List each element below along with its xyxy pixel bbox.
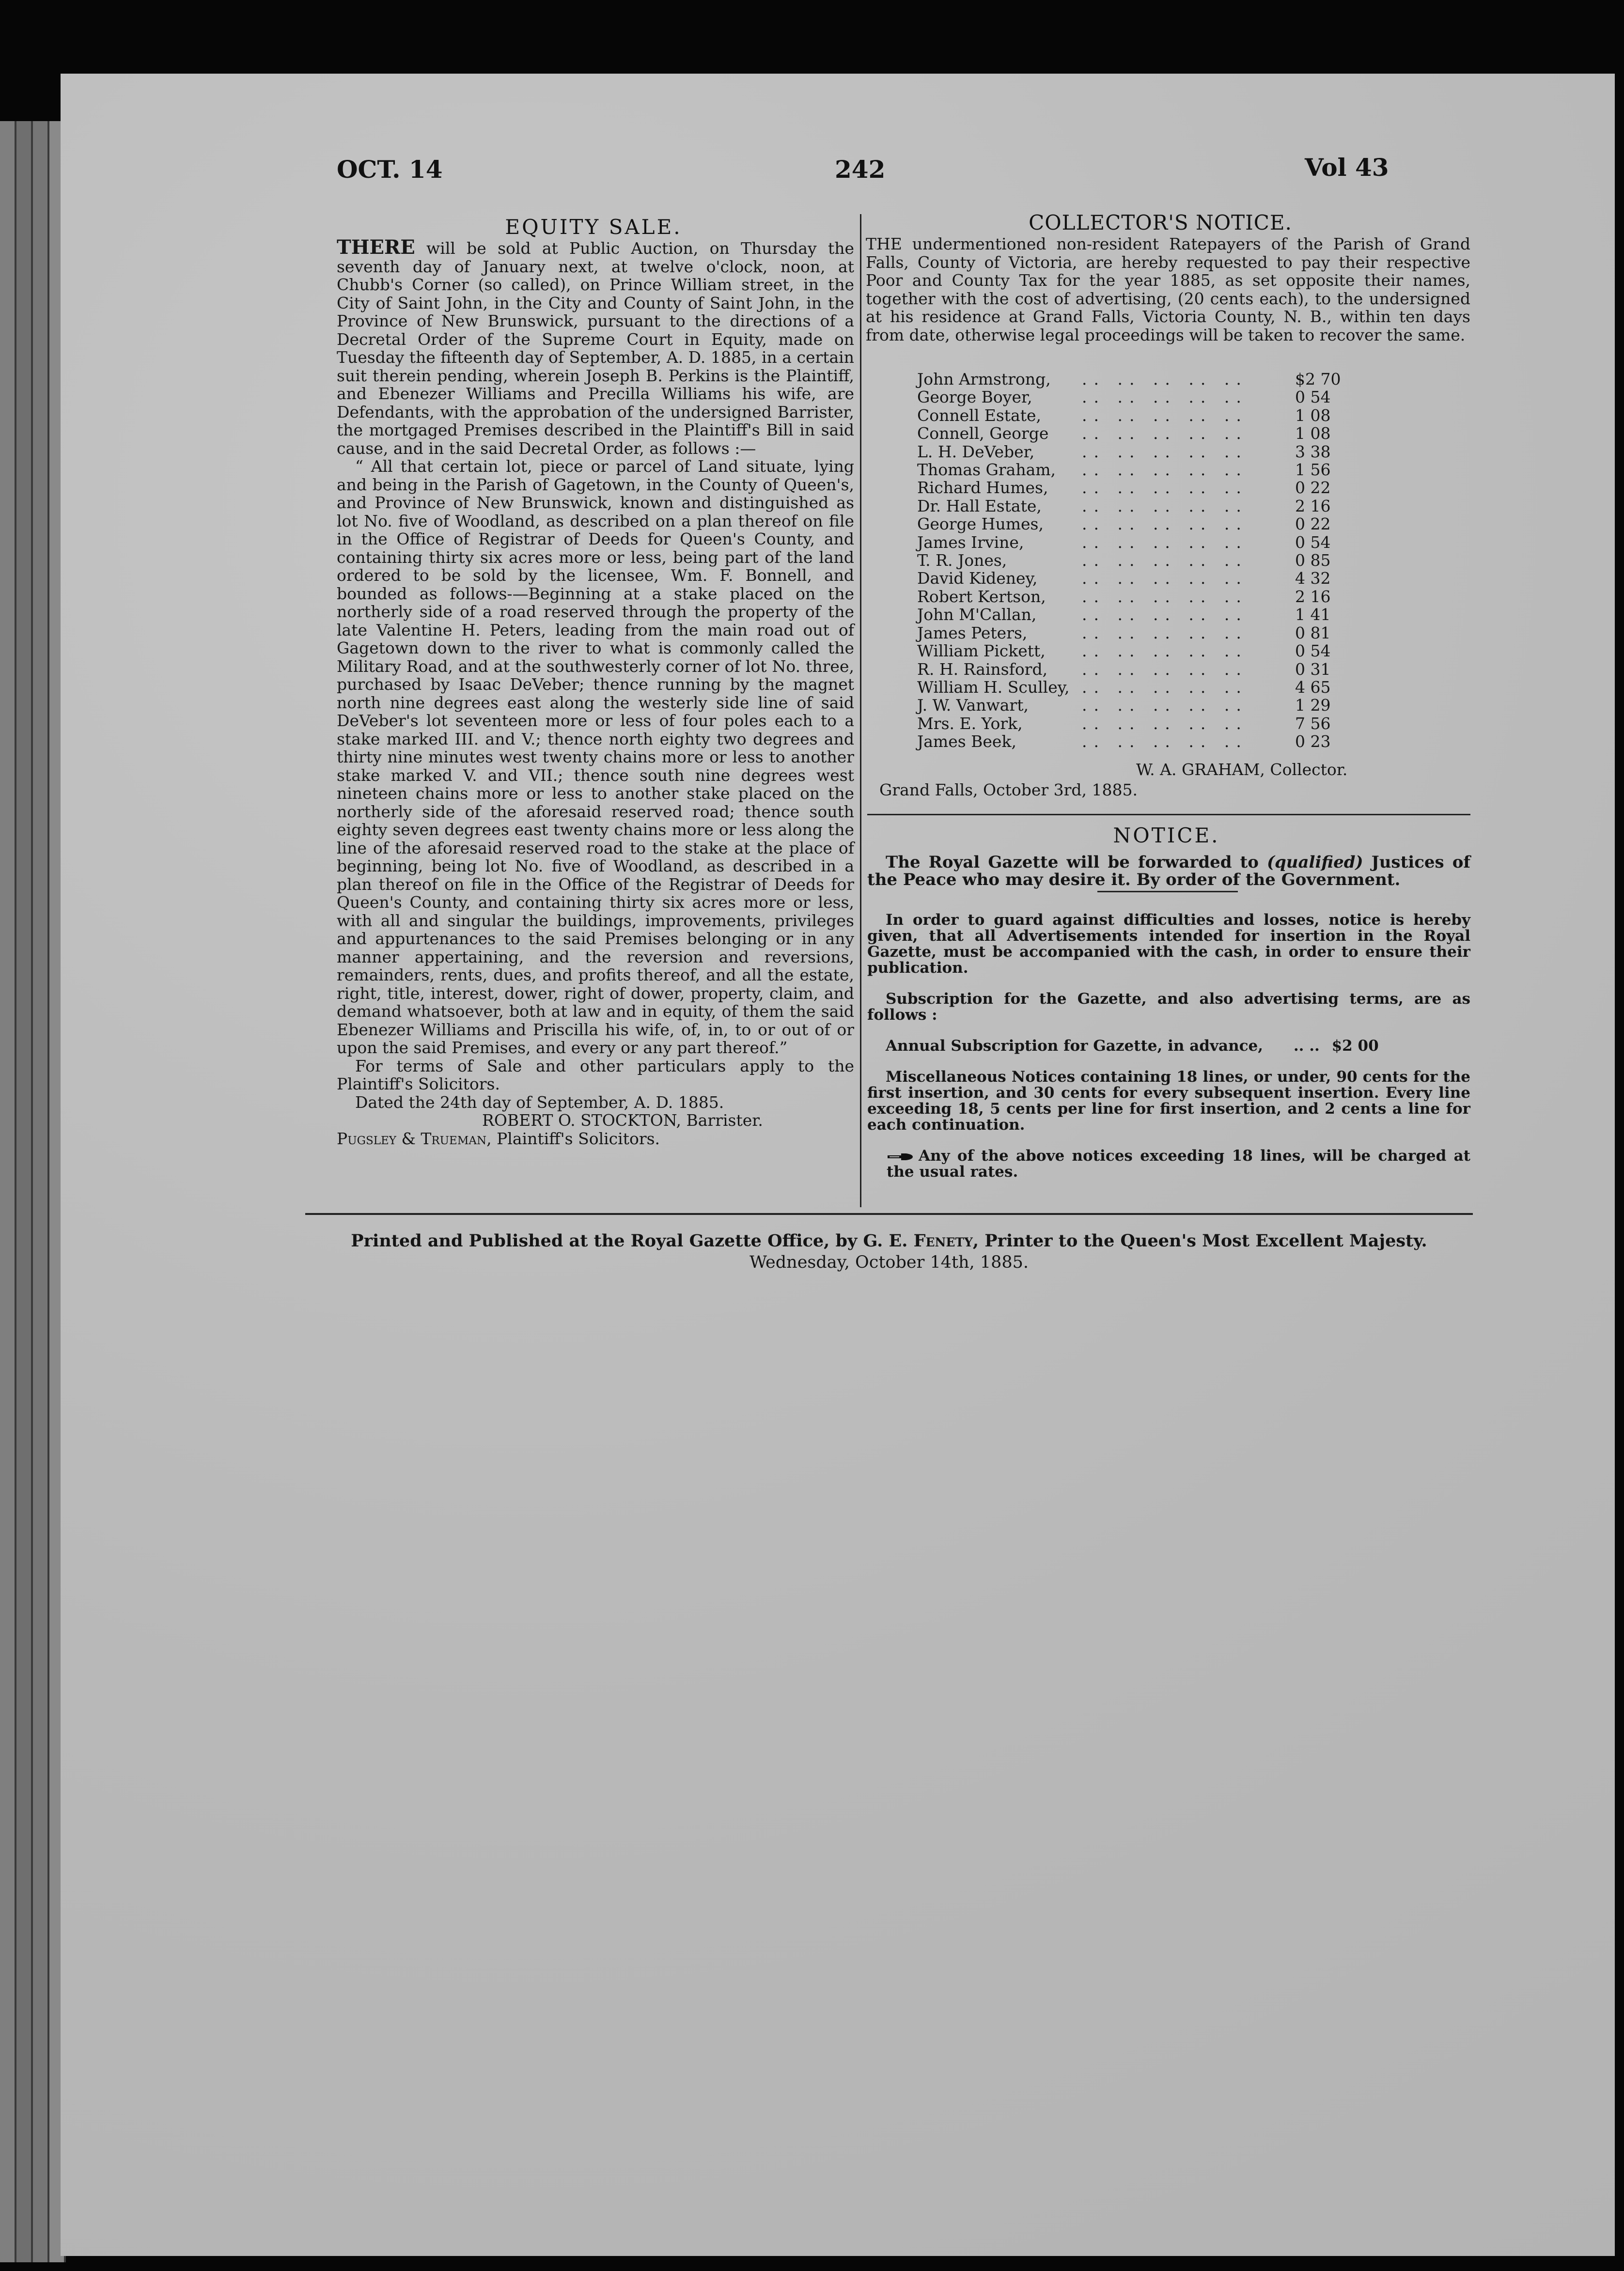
ratepayer-name: Dr. Hall Estate, (917, 496, 1042, 515)
ratepayer-amount: 1 56 (1295, 460, 1331, 480)
ratepayer-name: Mrs. E. York, (917, 714, 1023, 733)
equity-sale-title: EQUITY SALE. (505, 215, 682, 239)
ratepayer-amount: 3 38 (1295, 442, 1331, 461)
ratepayer-amount: 0 85 (1295, 551, 1331, 570)
leader-dots: .. .. .. .. .. (1082, 442, 1248, 461)
leader-dots: .. .. .. .. .. (1082, 569, 1248, 588)
notice-title: NOTICE. (1113, 824, 1220, 847)
footer-imprint (305, 1230, 1473, 1273)
leader-dots: .. .. .. .. .. (1082, 532, 1248, 552)
ratepayer-amount: 0 81 (1295, 623, 1331, 642)
notice-advert-terms (867, 897, 1470, 1195)
leader-dots: .. .. .. .. .. (1082, 659, 1248, 679)
ratepayer-row (917, 569, 1353, 587)
ratepayer-amount: 0 22 (1295, 514, 1331, 534)
leader-dots: .. .. .. .. .. (1082, 388, 1248, 407)
leader-dots: .. .. .. .. .. (1082, 714, 1248, 733)
ratepayer-row (917, 497, 1353, 515)
ratepayer-row (917, 732, 1353, 750)
footer-line2: Wednesday, October 14th, 1885. (749, 1253, 1029, 1272)
ratepayer-row (917, 642, 1353, 660)
ratepayer-name: Connell, George (917, 424, 1049, 443)
ratepayer-row (917, 515, 1353, 533)
leader-dots: .. .. .. .. .. (1082, 460, 1248, 480)
volume-number: Vol 43 (1305, 153, 1389, 182)
ratepayer-row (917, 479, 1353, 497)
ratepayer-name: William Pickett, (917, 641, 1046, 661)
ratepayer-name: James Peters, (917, 623, 1028, 642)
equity-sale-solicitors-firm: Pugsley & Trueman, (337, 1129, 492, 1148)
ratepayer-name: R. H. Rainsford, (917, 659, 1048, 679)
ratepayer-amount: 4 65 (1295, 677, 1331, 697)
ratepayer-row (917, 370, 1353, 388)
leader-dots: .. .. .. .. .. (1082, 478, 1248, 498)
leader-dots: .. .. .. .. .. (1082, 496, 1248, 515)
header-date: OCT. 14 (337, 155, 443, 184)
equity-sale-terms: For terms of Sale and other particulars apply to the Plaintiff's Solicitors. (337, 1056, 854, 1093)
gazette-page (61, 74, 1615, 2256)
ratepayer-amount: 1 41 (1295, 605, 1331, 624)
ratepayer-row (917, 424, 1353, 442)
ratepayer-amount: $2 70 (1295, 370, 1341, 389)
ratepayer-amount: 1 29 (1295, 696, 1331, 715)
equity-sale-para1: will be sold at Public Auction, on Thursday the seventh day of January next, at twelve o'clock, noon, at Chubb's Corner (so called), on Prince William street, in the City of Saint John, in the City and County of Saint John, in the Province of New Brunswick, pursuant to the directions of a Decretal Order of the Supreme Court in Equity, made on Tuesday the fifteenth day of September, A. D. 1885, in a certain suit therein pending, wherein Joseph B. Perkins is the Plaintiff, and Ebenezer Williams and Precilla Williams his wife, are Defendants, with the approbation of the undersigned Barrister, the mortgaged Premises described in the Plaintiff's Bill in said cause, and in the said Decretal Order, as follows :— (337, 239, 854, 458)
ratepayer-row (917, 551, 1353, 569)
ratepayer-amount: 0 23 (1295, 732, 1331, 751)
leader-dots: .. .. .. .. .. (1082, 732, 1248, 751)
equity-sale-barrister: ROBERT O. STOCKTON, Barrister. (482, 1111, 763, 1130)
notice-misc: Miscellaneous Notices containing 18 lines, or under, 90 cents for the first insertion, and 30 cents for every subsequent insertion. Every line exceeding 18, 5 cents per line for first insertion, and 2 cents a line for each continuation. (867, 1068, 1470, 1134)
ratepayer-row (917, 606, 1353, 623)
ratepayer-amount: 2 16 (1295, 587, 1331, 606)
notice-guard: In order to guard against difficulties and losses, notice is hereby given, that all Advertisements intended for insertion in the Royal Gazette, must be accompanied with the cash, in order to ensure their publication. (867, 911, 1470, 977)
ratepayer-amount: 1 08 (1295, 424, 1331, 443)
collectors-notice-intro: THE undermentioned non-resident Ratepayers of the Parish of Grand Falls, County of Victoria, are hereby requested to pay their respective Poor and County Tax for the year 1885, as set opposite their names, together with the cost of advertising, (20 cents each), to the undersigned at his residence at Grand Falls, Victoria County, N. B., within ten days from date, otherwise legal proceedings will be taken to recover the same. (866, 234, 1470, 344)
ratepayer-row (917, 588, 1353, 606)
notice-short-rule (1097, 891, 1238, 892)
ratepayer-name: T. R. Jones, (917, 551, 1007, 570)
collectors-notice-title: COLLECTOR'S NOTICE. (1029, 211, 1292, 234)
ratepayer-row (917, 624, 1353, 642)
notice-gazette-pre: The Royal Gazette will be forwarded to (886, 853, 1267, 872)
equity-sale-lot-description: “ All that certain lot, piece or parcel of Land situate, lying and being in the Parish of Gagetown, in the County of Queen's, and Province of New Brunswick, known and distinguished as lot No. five of Woodland, as described on a plan thereof on file in the Office of Registrar of Deeds for Queen's County, and containing thirty six acres more or less, being part of the land ordered to be sold by the licensee, Wm. F. Bonnell, and bounded as follows-—Beginning at a stake placed on the northerly side of a road reserved through the property of the late Valentine H. Peters, leading from the main road out of Gagetown down to the river to what is commonly called the Military Road, and at the southwesterly corner of lot No. three, purchased by Isaac DeVeber; thence running by the magnet north nine degrees east along the westerly side line of said DeVeber's lot seventeen more or less of four poles each to a stake marked III. and V.; thence north eighty two degrees and thirty nine minutes west twenty chains more or less to another stake marked V. and VII.; thence south nine degrees west nineteen chains more or less to another stake placed on the northerly side of the aforesaid reserved road; thence south eighty seven degrees east twenty chains more or less along the line of the aforesaid reserved road to the stake at the place of beginning, being lot No. five of Woodland, as described in a plan thereof on file in the Office of the Registrar of Deeds for Queen's County, and containing thirty six acres more or less, with all and singular the buildings, improvements, privileges and appurtenances to the said Premises belonging or in any manner appertaining, and the reversion and reversions, remainders, rents, dues, and profits thereof, and all the estate, right, title, interest, dower, right of dower, property, claim, and demand whatsoever, both at law and in equity, of them the said Ebenezer Williams and Priscilla his wife, of, in, to or out of or upon the said Premises, and every or any part thereof.” (337, 457, 854, 1057)
ratepayer-amount: 1 08 (1295, 405, 1331, 425)
ratepayer-name: James Irvine, (917, 532, 1024, 552)
ratepayer-amount: 0 54 (1295, 388, 1331, 407)
ratepayer-name: Robert Kertson, (917, 587, 1046, 606)
ratepayer-row (917, 715, 1353, 732)
footer-line1-post: , Printer to the Queen's Most Excellent Majesty. (972, 1231, 1427, 1251)
ratepayer-amount: 0 54 (1295, 641, 1331, 661)
leader-dots: .. .. .. .. .. (1082, 605, 1248, 624)
ratepayer-name: George Humes, (917, 514, 1044, 534)
footer-printer-name: Fenety (913, 1231, 973, 1251)
leader-dots: .. .. .. .. .. (1082, 424, 1248, 443)
notice-gazette-em: (qualified) (1266, 853, 1363, 872)
collector-signature: W. A. GRAHAM, Collector. (1136, 760, 1348, 779)
ratepayer-row (917, 406, 1353, 424)
ratepayer-row (917, 461, 1353, 479)
ratepayer-name: L. H. DeVeber, (917, 442, 1035, 461)
ratepayer-amount: 4 32 (1295, 569, 1331, 588)
ratepayer-row (917, 678, 1353, 696)
ratepayer-amount: 0 22 (1295, 478, 1331, 498)
ratepayer-name: David Kideney, (917, 569, 1038, 588)
column-divider (860, 214, 861, 1207)
leader-dots: .. .. .. .. .. (1082, 551, 1248, 570)
pointing-hand-icon (887, 1151, 914, 1162)
ratepayer-amount: 0 54 (1295, 532, 1331, 552)
ratepayer-name: Connell Estate, (917, 405, 1041, 425)
leader-dots: .. .. .. .. .. (1082, 370, 1248, 389)
collector-place-date: Grand Falls, October 3rd, 1885. (879, 780, 1138, 799)
ratepayers-table (917, 370, 1353, 751)
equity-sale-dated: Dated the 24th day of September, A. D. 1885. (355, 1092, 724, 1112)
leader-dots: .. .. .. .. .. (1082, 405, 1248, 425)
ratepayer-amount: 7 56 (1295, 714, 1331, 733)
equity-sale-body (337, 238, 854, 1148)
ratepayer-row (917, 533, 1353, 551)
ratepayer-row (917, 660, 1353, 678)
ratepayer-name: Richard Humes, (917, 478, 1048, 498)
ratepayer-row (917, 696, 1353, 714)
ratepayer-name: Thomas Graham, (917, 460, 1056, 480)
footer-rule (305, 1213, 1473, 1215)
equity-sale-first-word: THERE (337, 236, 415, 259)
notice-gazette-post: Justices of the Peace who may desire it. By order of the Government. (867, 853, 1470, 889)
page-number: 242 (835, 155, 886, 184)
ratepayer-amount: 0 31 (1295, 659, 1331, 679)
ratepayer-name: J. W. Vanwart, (917, 696, 1029, 715)
ratepayer-name: William H. Sculley, (917, 677, 1070, 697)
ratepayer-amount: 2 16 (1295, 496, 1331, 515)
ratepayer-row (917, 443, 1353, 461)
ratepayer-name: John M'Callan, (917, 605, 1037, 624)
leader-dots: .. .. .. .. .. (1082, 587, 1248, 606)
notice-excess: Any of the above notices exceeding 18 lines, will be charged at the usual rates. (887, 1147, 1470, 1181)
leader-dots: .. .. .. .. .. (1082, 677, 1248, 697)
notice-gazette (867, 854, 1470, 888)
leader-dots: .. .. .. .. .. (1082, 641, 1248, 661)
equity-sale-solicitors-role: Plaintiff's Solicitors. (491, 1129, 660, 1148)
ratepayer-name: James Beek, (917, 732, 1016, 751)
ratepayer-row (917, 388, 1353, 406)
leader-dots: .. .. .. .. .. (1082, 696, 1248, 715)
notice-annual-label: Annual Subscription for Gazette, in advance, (886, 1037, 1264, 1055)
ratepayer-name: George Boyer, (917, 388, 1032, 407)
notice-annual-price: $2 00 (1331, 1037, 1379, 1055)
leader-dots: .. .. .. .. .. (1082, 514, 1248, 534)
collectors-notice-rule (867, 814, 1470, 815)
ratepayer-name: John Armstrong, (917, 370, 1051, 389)
notice-subscription-intro: Subscription for the Gazette, and also advertising terms, are as follows : (867, 990, 1470, 1024)
notice-annual-dots: .. .. (1293, 1037, 1320, 1055)
footer-line1-pre: Printed and Published at the Royal Gazette Office, by G. E. (351, 1231, 914, 1251)
leader-dots: .. .. .. .. .. (1082, 623, 1248, 642)
